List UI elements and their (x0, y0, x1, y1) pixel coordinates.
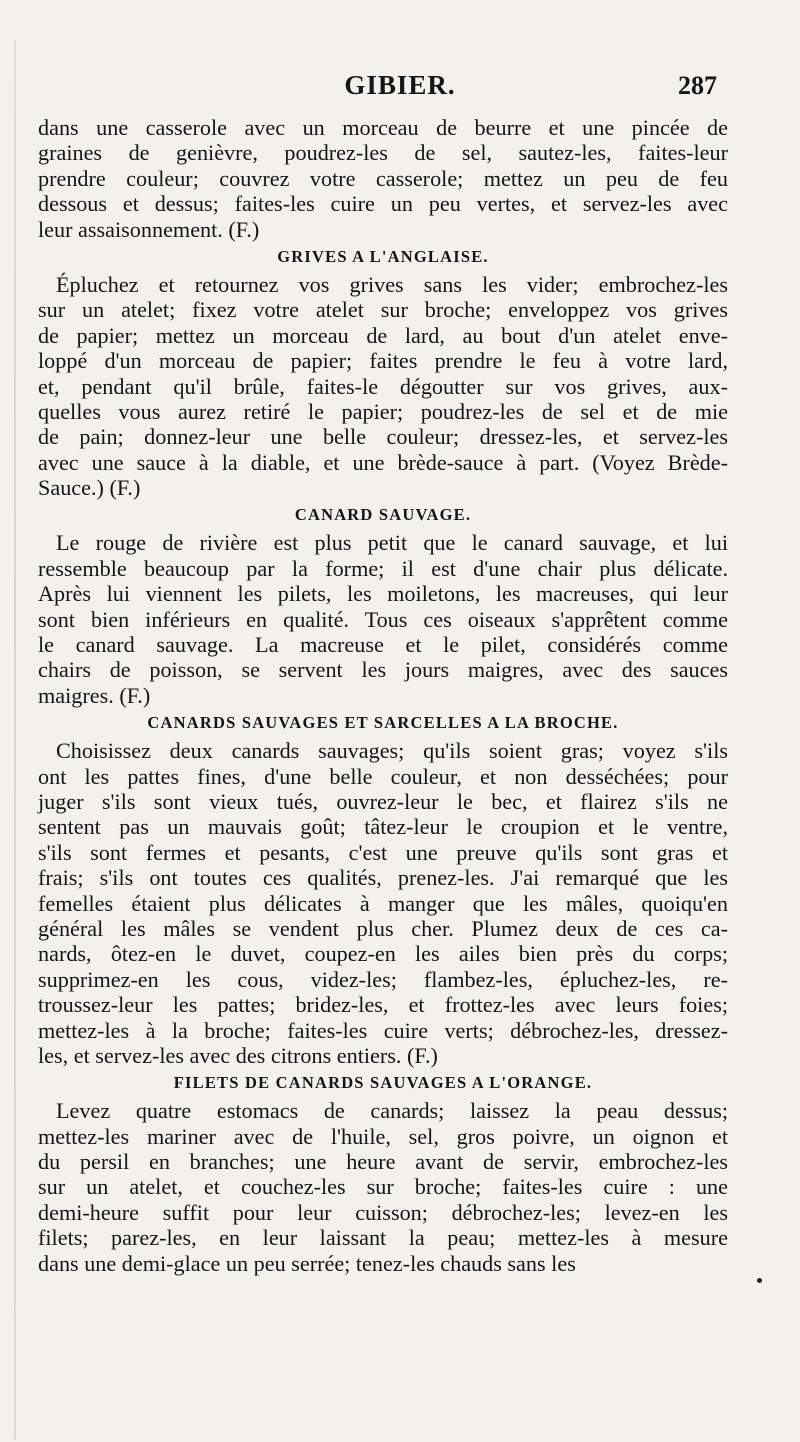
text-line: nards, ôtez-en le duvet, coupez-en les ailes bien près du corps; (38, 941, 728, 967)
text-line: de pain; donnez-leur une belle couleur; dressez-les, et servez-les (38, 424, 728, 450)
paragraph (38, 272, 728, 501)
text-line: graines de genièvre, poudrez-les de sel, sautez-les, faites-leur (38, 140, 728, 166)
text-line: ressemble beaucoup par la forme; il est d'une chair plus délicate. (38, 555, 728, 581)
text-line: sentent pas un mauvais goût; tâtez-leur le croupion et le ventre, (38, 814, 728, 840)
text-line: et, pendant qu'il brûle, faites-le dégoutter sur vos grives, aux- (38, 373, 728, 399)
text-line: leur assaisonnement. (F.) (38, 216, 260, 242)
paragraph (38, 738, 728, 1068)
page-edge-shadow (14, 40, 16, 1440)
text-line: sont bien inférieurs en qualité. Tous ces oiseaux s'apprêtent comme (38, 606, 728, 632)
text-line: de papier; mettez un morceau de lard, au bout d'un atelet enve- (38, 322, 728, 348)
text-line: quelles vous aurez retiré le papier; poudrez-les de sel et de mie (38, 398, 728, 424)
page-number: 287 (678, 71, 717, 100)
running-title: GIBIER. (344, 70, 456, 100)
text-line: sur un atelet; fixez votre atelet sur broche; enveloppez vos grives (38, 297, 728, 323)
section-heading: FILETS DE CANARDS SAUVAGES A L'ORANGE. (173, 1073, 593, 1093)
text-line: mettez-les à la broche; faites-les cuire verts; débrochez-les, dressez- (38, 1017, 728, 1043)
text-line: chairs de poisson, se servent les jours maigres, avec des sauces (38, 657, 728, 683)
text-line: juger s'ils sont vieux tués, ouvrez-leur le bec, et flairez s'ils ne (38, 788, 728, 814)
section-heading: CANARD SAUVAGE. (294, 505, 472, 525)
text-line: Après lui viennent les pilets, les moiletons, les macreuses, qui leur (38, 581, 728, 607)
text-line: avec une sauce à la diable, et une brède-sauce à part. (Voyez Brède- (38, 449, 728, 475)
section-heading: CANARDS SAUVAGES ET SARCELLES A LA BROCHE. (147, 713, 619, 733)
text-line: Choisissez deux canards sauvages; qu'ils soient gras; voyez s'ils (56, 738, 728, 764)
text-line: les, et servez-les avec des citrons entiers. (F.) (38, 1042, 438, 1068)
text-line: général les mâles se vendent plus cher. Plumez deux de ces ca- (38, 915, 728, 941)
section-heading: GRIVES A L'ANGLAISE. (277, 246, 489, 266)
running-head (0, 70, 800, 110)
text-line: ont les pattes fines, d'une belle couleur, et non desséchées; pour (38, 763, 728, 789)
text-line: s'ils sont fermes et pesants, c'est une preuve qu'ils sont gras et (38, 839, 728, 865)
text-line: le canard sauvage. La macreuse et le pilet, considérés comme (38, 632, 728, 658)
page-body (38, 115, 728, 1276)
paragraph (38, 530, 728, 708)
text-line: Épluchez et retournez vos grives sans les vider; embrochez-les (56, 271, 728, 297)
text-line: Sauce.) (F.) (38, 475, 141, 501)
margin-dot (757, 1278, 762, 1283)
text-line: frais; s'ils ont toutes ces qualités, prenez-les. J'ai remarqué que les (38, 865, 728, 891)
text-line: dessous et dessus; faites-les cuire un peu vertes, et servez-les avec (38, 191, 728, 217)
text-line: prendre couleur; couvrez votre casserole; mettez un peu de feu (38, 165, 728, 191)
text-line: Levez quatre estomacs de canards; laissez la peau dessus; (56, 1098, 728, 1124)
text-line: dans une casserole avec un morceau de beurre et une pincée de (38, 115, 728, 140)
text-line: troussez-leur les pattes; bridez-les, et frottez-les avec leurs foies; (38, 992, 728, 1018)
paragraph (38, 115, 728, 242)
text-line: demi-heure suffit pour leur cuisson; débrochez-les; levez-en les (38, 1199, 728, 1225)
text-line: supprimez-en les cous, videz-les; flambez-les, épluchez-les, re- (38, 966, 728, 992)
text-line: loppé d'un morceau de papier; faites prendre le feu à votre lard, (38, 348, 728, 374)
text-line: du persil en branches; une heure avant de servir, embrochez-les (38, 1149, 728, 1175)
text-line: mettez-les mariner avec de l'huile, sel, gros poivre, un oignon et (38, 1123, 728, 1149)
text-line: maigres. (F.) (38, 682, 151, 708)
text-line: femelles étaient plus délicates à manger que les mâles, quoiqu'en (38, 890, 728, 916)
paragraph (38, 1098, 728, 1276)
text-line: filets; parez-les, en leur laissant la peau; mettez-les à mesure (38, 1225, 728, 1251)
text-line: dans une demi-glace un peu serrée; tenez-les chauds sans les (38, 1250, 576, 1276)
text-line: sur un atelet, et couchez-les sur broche; faites-les cuire : une (38, 1174, 728, 1200)
text-line: Le rouge de rivière est plus petit que le canard sauvage, et lui (56, 530, 728, 556)
